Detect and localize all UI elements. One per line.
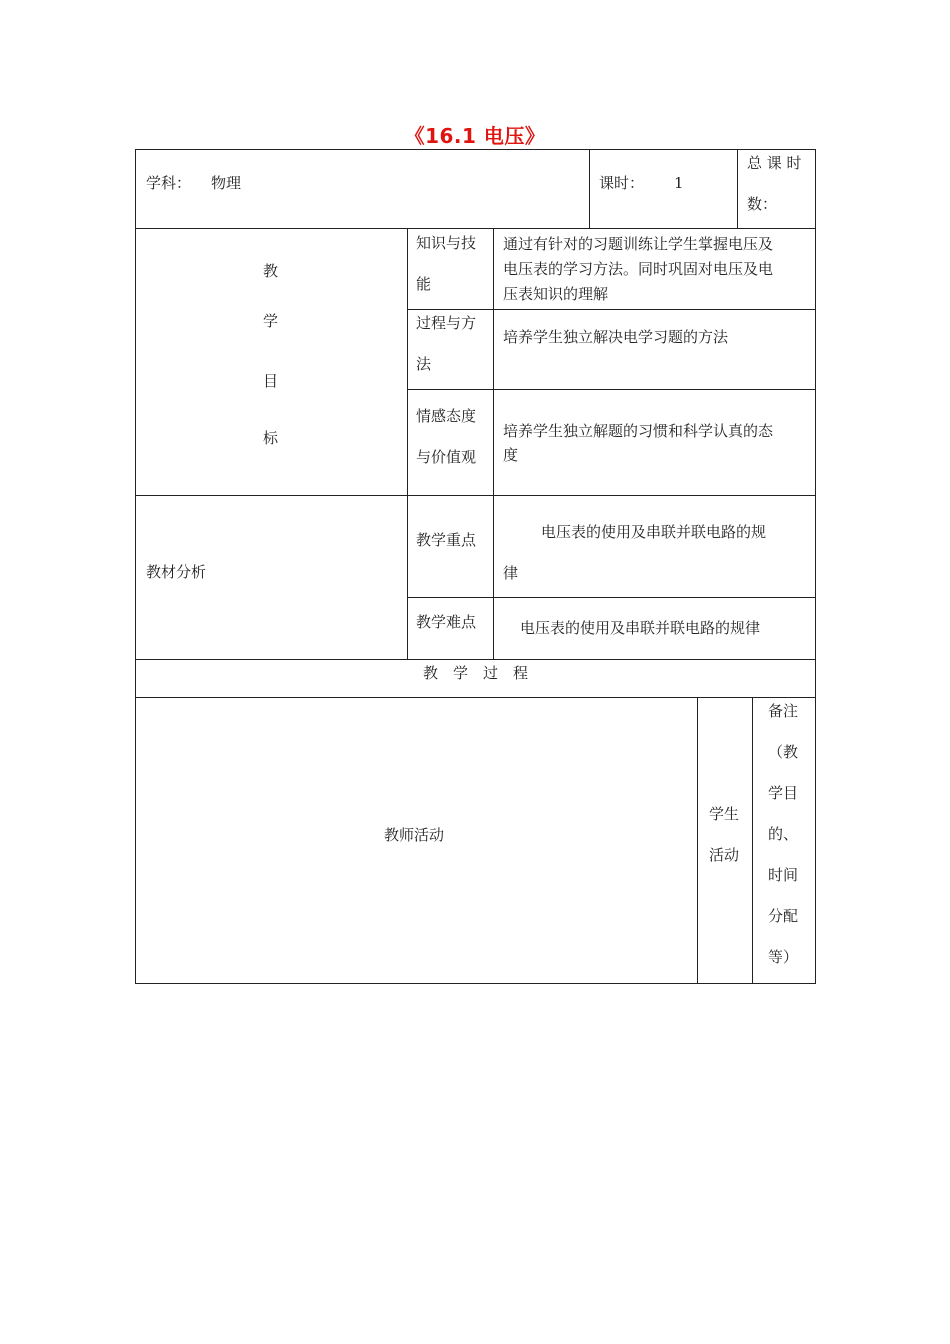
notes-label: 学目 <box>768 784 799 802</box>
objectives-label-char: 教 <box>263 262 279 280</box>
table-rule <box>135 697 816 698</box>
objectives-label-char: 标 <box>263 429 279 447</box>
table-rule <box>407 228 408 660</box>
notes-label: 的、 <box>768 825 799 843</box>
objectives-label-char: 学 <box>263 312 279 330</box>
table-rule <box>407 597 816 598</box>
table-border-left <box>135 149 136 984</box>
objective-content: 培养学生独立解题的习惯和科学认真的态 <box>503 422 774 440</box>
objective-content: 压表知识的理解 <box>503 285 609 303</box>
objective-label-cont: 与价值观 <box>416 448 477 466</box>
period-value: 1 <box>674 174 684 192</box>
process-label: 教 学 过 程 <box>422 664 528 682</box>
objective-label-cont: 法 <box>416 355 432 373</box>
objective-content: 通过有针对的习题训练让学生掌握电压及 <box>503 235 774 253</box>
table-border-right <box>815 149 816 984</box>
notes-label: 分配 <box>768 907 799 925</box>
objective-label: 情感态度 <box>416 407 477 425</box>
subject-value: 物理 <box>211 174 242 192</box>
subject-label: 学科： <box>146 174 192 192</box>
student-activity-label-cont: 活动 <box>709 846 740 864</box>
teacher-activity-label: 教师活动 <box>384 826 445 844</box>
table-rule <box>135 228 816 229</box>
objective-content: 培养学生独立解决电学习题的方法 <box>503 328 729 346</box>
notes-label: 备注 <box>768 702 799 720</box>
table-rule <box>407 309 816 310</box>
notes-label: （教 <box>768 743 799 761</box>
table-border-bottom <box>135 983 816 984</box>
page-title: 《16.1 电压》 <box>404 124 546 148</box>
total-periods-label-cont: 数： <box>747 195 778 213</box>
table-rule <box>589 149 590 229</box>
key-point-content-cont: 律 <box>503 564 519 582</box>
period-label: 课时： <box>599 174 645 192</box>
objective-label-cont: 能 <box>416 275 432 293</box>
analysis-label: 教材分析 <box>146 563 207 581</box>
notes-label: 等） <box>768 948 799 966</box>
key-point-content: 电压表的使用及串联并联电路的规 <box>541 523 767 541</box>
table-rule <box>493 228 494 660</box>
total-periods-label: 总 课 时 <box>747 154 802 172</box>
student-activity-label: 学生 <box>709 805 740 823</box>
table-rule <box>135 659 816 660</box>
table-rule <box>135 495 816 496</box>
objective-label: 过程与方 <box>416 314 477 332</box>
objective-content: 电压表的学习方法。同时巩固对电压及电 <box>503 260 774 278</box>
table-rule <box>407 389 816 390</box>
table-rule <box>697 697 698 984</box>
difficulty-label: 教学难点 <box>416 613 477 631</box>
objective-label: 知识与技 <box>416 234 477 252</box>
table-border-top <box>135 149 816 150</box>
objectives-label-char: 目 <box>263 372 279 390</box>
table-rule <box>752 697 753 984</box>
key-point-label: 教学重点 <box>416 531 477 549</box>
notes-label: 时间 <box>768 866 799 884</box>
table-rule <box>737 149 738 229</box>
objective-content: 度 <box>503 446 519 464</box>
difficulty-content: 电压表的使用及串联并联电路的规律 <box>520 619 761 637</box>
